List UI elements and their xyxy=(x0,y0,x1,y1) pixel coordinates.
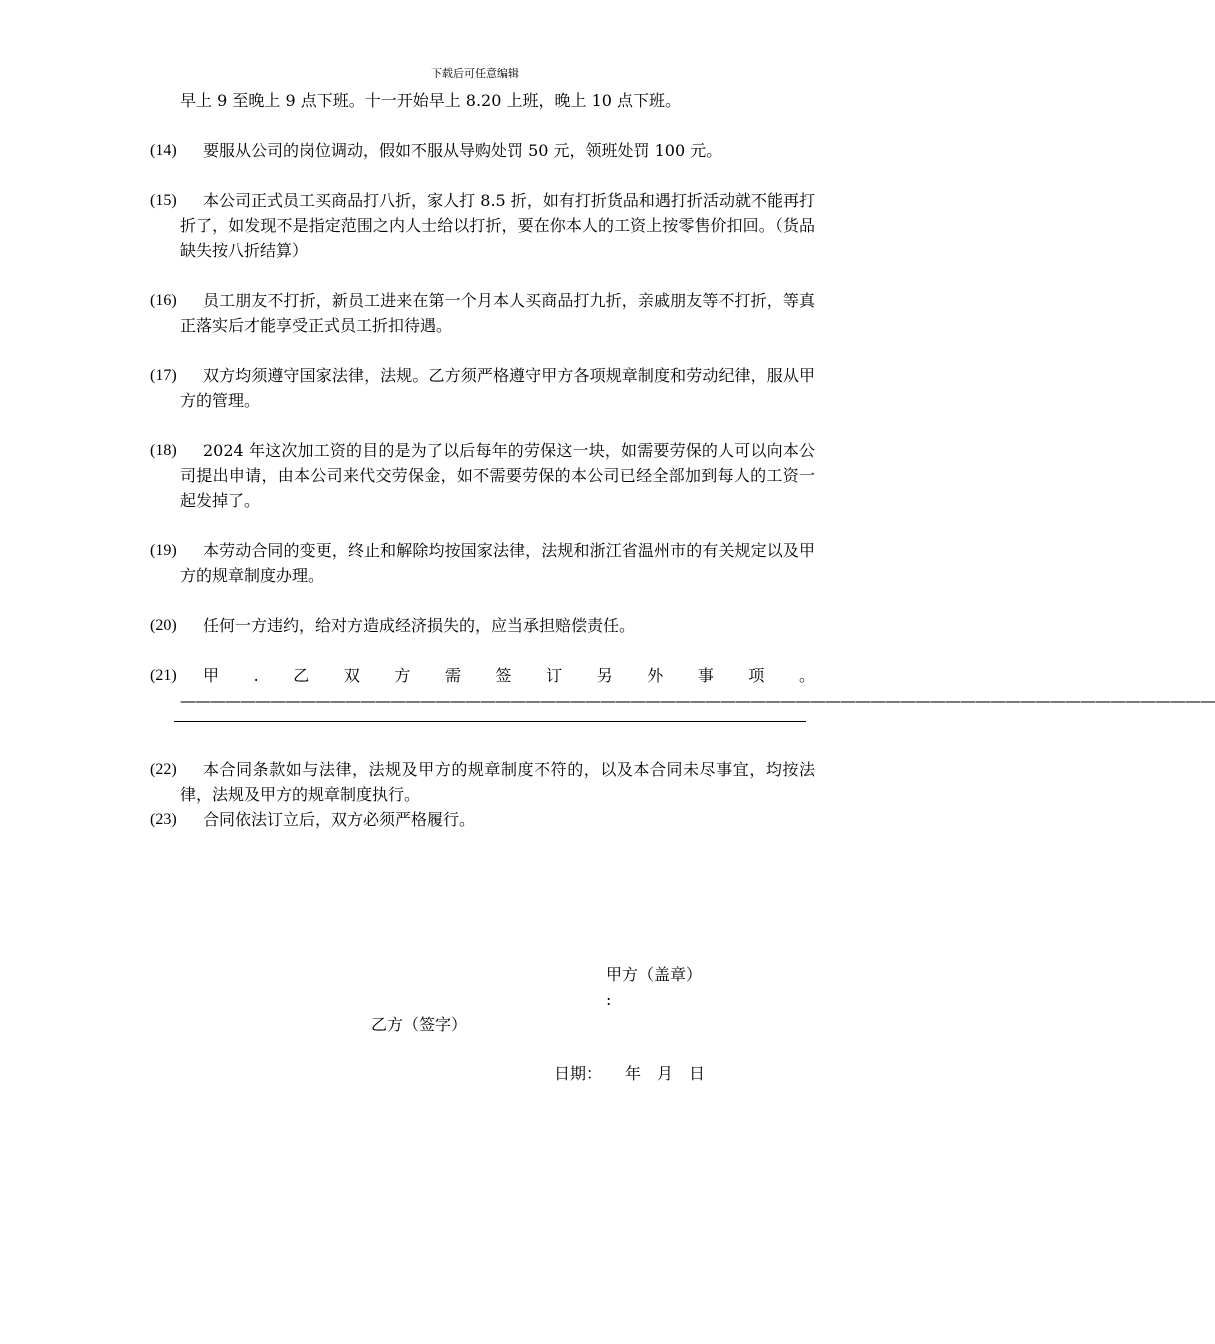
clause-21 xyxy=(150,663,1215,713)
date-label: 日期： xyxy=(554,1064,603,1083)
clause-20 xyxy=(150,613,815,638)
clause-number: (22) xyxy=(150,761,177,778)
clause-18 xyxy=(150,438,815,513)
clause-text: 任何一方违约，给对方造成经济损失的，应当承担赔偿责任。 xyxy=(203,616,636,635)
contract-body xyxy=(150,88,1215,832)
clause-text: 本公司正式员工买商品打八折，家人打 8.5 折，如有打折货品和遇打折活动就不能再打折了，如发现不是指定范围之内人士给以打折，要在你本人的工资上按零售价扣回。（货品缺失按八折结算） xyxy=(180,191,815,260)
continuation-line: 早上 9 至晚上 9 点下班。十一开始早上 8.20 上班，晚上 10 点下班。 xyxy=(180,91,682,110)
clause-text: 要服从公司的岗位调动，假如不服从导购处罚 50 元，领班处罚 100 元。 xyxy=(203,141,723,160)
party-a-colon: : xyxy=(606,990,612,1009)
date-value: 年 月 日 xyxy=(625,1064,706,1083)
fill-in-dashes: ————————————————————————————————————————————————————————————————————— xyxy=(180,691,1215,710)
clause-text: 双方均须遵守国家法律，法规。乙方须严格遵守甲方各项规章制度和劳动纪律，服从甲方的管理。 xyxy=(180,366,815,410)
party-b-signature-label: 乙方（签字） xyxy=(371,1015,468,1034)
clause-text: 本合同条款如与法律，法规及甲方的规章制度不符的，以及本合同未尽事宜，均按法律，法规及甲方的规章制度执行。 xyxy=(180,760,815,804)
clause-number: (20) xyxy=(150,617,177,634)
clause-22 xyxy=(150,757,815,807)
clause-text-main: 甲.乙双方需签订另外事项。 xyxy=(203,666,815,685)
fill-in-blank-line xyxy=(174,721,806,722)
clause-16 xyxy=(150,288,815,338)
clause-19 xyxy=(150,538,815,588)
clause-17 xyxy=(150,363,815,413)
clause-text: 合同依法订立后，双方必须严格履行。 xyxy=(203,810,476,829)
party-a-seal-label: 甲方（盖章） xyxy=(606,965,703,984)
clause-text: 本劳动合同的变更，终止和解除均按国家法律，法规和浙江省温州市的有关规定以及甲方的规章制度办理。 xyxy=(180,541,815,585)
clause-23 xyxy=(150,807,815,832)
clause-15 xyxy=(150,188,815,263)
clause-14 xyxy=(150,138,815,163)
header-note: 下载后可任意编辑 xyxy=(431,67,519,80)
clause-text: 2024 年这次加工资的目的是为了以后每年的劳保这一块，如需要劳保的人可以向本公司提出申请，由本公司来代交劳保金，如不需要劳保的本公司已经全部加到每人的工资一起发掉了。 xyxy=(180,441,815,510)
clause-text: 员工朋友不打折，新员工进来在第一个月本人买商品打九折，亲戚朋友等不打折，等真正落实后才能享受正式员工折扣待遇。 xyxy=(180,291,815,335)
clause-number: (15) xyxy=(150,192,177,209)
clause-number: (19) xyxy=(150,542,177,559)
clause-text xyxy=(180,663,1215,713)
clause-number: (18) xyxy=(150,442,177,459)
clause-number: (23) xyxy=(150,811,177,828)
clause-number: (21) xyxy=(150,667,177,684)
clause-number: (14) xyxy=(150,142,177,159)
clause-number: (17) xyxy=(150,367,177,384)
clause-number: (16) xyxy=(150,292,177,309)
